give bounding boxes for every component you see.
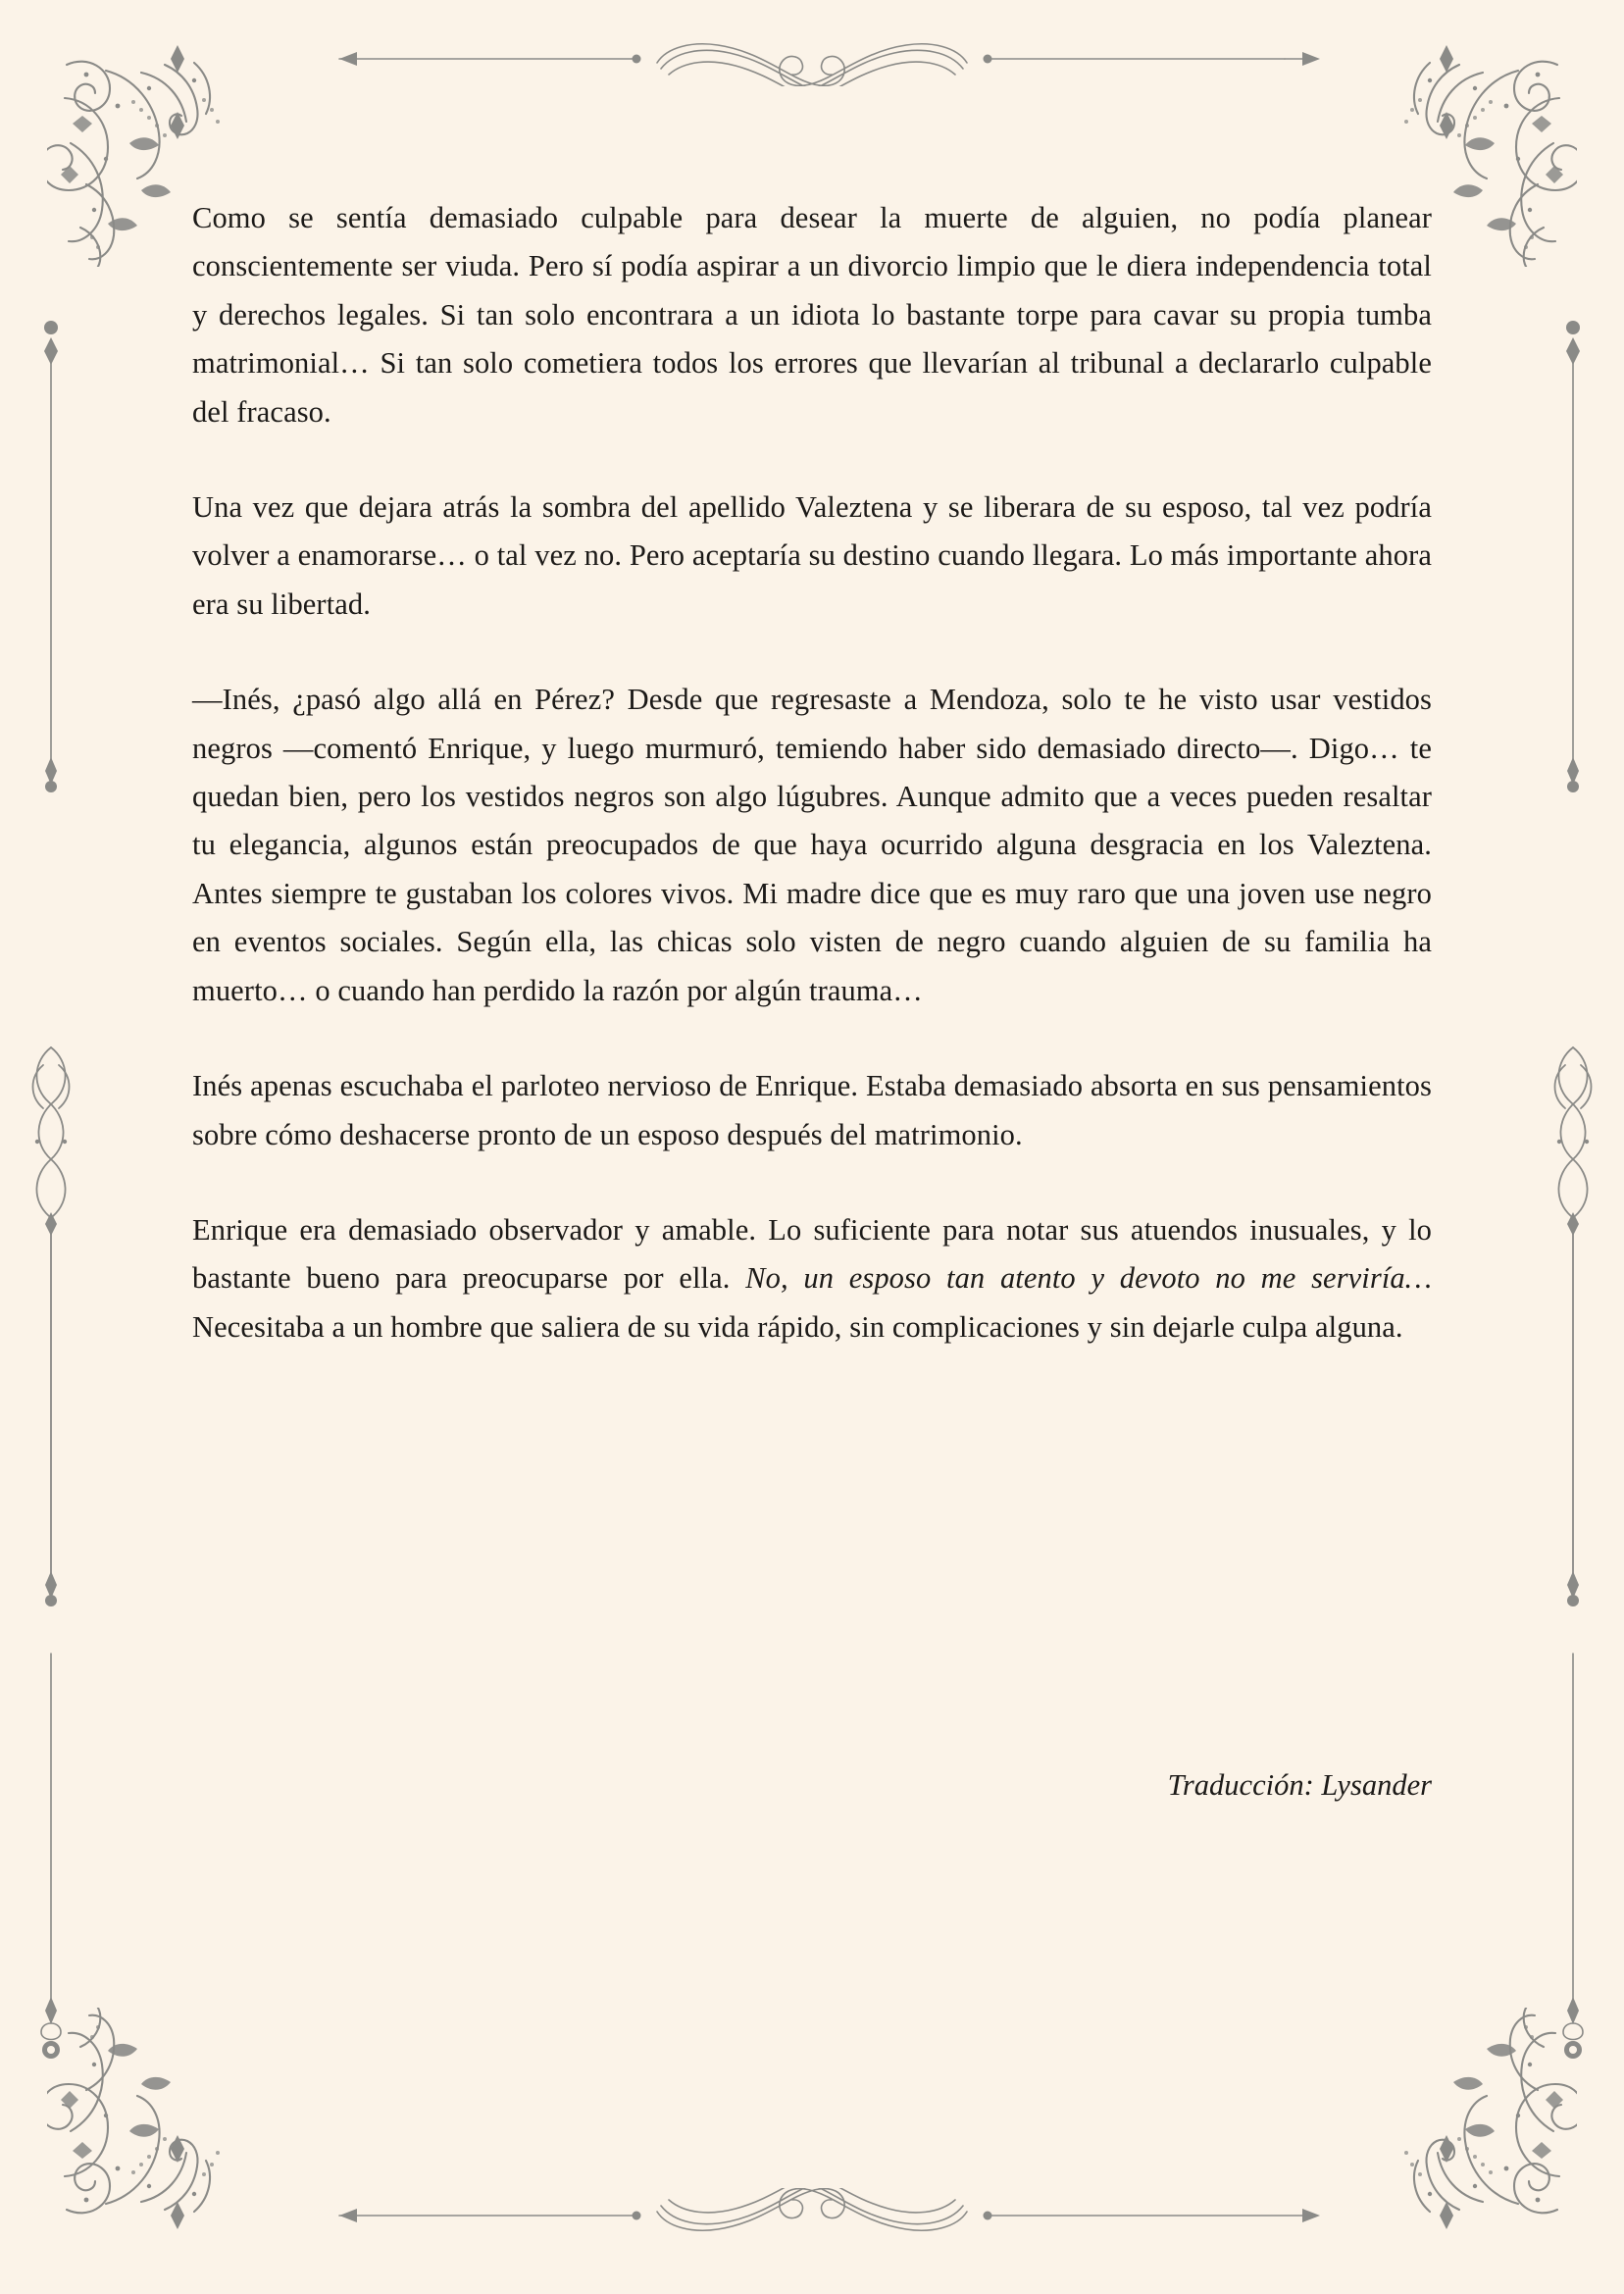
divider-top [0, 31, 1624, 86]
paragraph-3: —Inés, ¿pasó algo allá en Pérez? Desde que regresaste a Mendoza, solo te he visto usar vestidos negros —comentó Enrique, y luego murmuró, temiendo haber sido demasiado directo—. Digo… te quedan bien, pero los vestidos negros son algo lúgubres. Aunque admito que a veces pueden resaltar tu elegancia, algunos están preocupados de que haya ocurrido alguna desgracia en los Valeztena. Antes siempre te gustaban los colores vivos. Mi madre dice que es muy raro que una joven use negro en eventos sociales. Según ella, las chicas solo visten de negro cuando alguien de su familia ha muerto… o cuando han perdido la razón por algún trauma… [192, 683, 1432, 1007]
rail-ornament-right-mid [1544, 1040, 1602, 1648]
rail-ornament-left-upper [22, 314, 80, 824]
rail-ornament-left-mid [22, 1040, 80, 1648]
paragraph-5-segment-normal-tail: Necesitaba a un hombre que saliera de su vida rápido, sin complicaciones y sin dejarle culpa alguna. [192, 1309, 1403, 1344]
divider-bottom [0, 2188, 1624, 2243]
translator-credit: Traducción: Lysander [1167, 1768, 1432, 1802]
rail-ornament-right-lower [1544, 1648, 1602, 2079]
paragraph-5 [192, 1206, 1432, 1351]
paragraph-1: Como se sentía demasiado culpable para desear la muerte de alguien, no podía planear conscientemente ser viuda. Pero sí podía aspirar a un divorcio limpio que le diera independencia total y derechos legales. Si tan solo encontrara a un idiota lo bastante torpe para cavar su propia tumba matrimonial… Si tan solo cometiera todos los errores que llevarían al tribunal a declararlo culpable del fracaso. [192, 201, 1432, 429]
rail-ornament-left-lower [22, 1648, 80, 2079]
body-text-column [192, 194, 1432, 1351]
paragraph-4: Inés apenas escuchaba el parloteo nervioso de Enrique. Estaba demasiado absorta en sus pensamientos sobre cómo deshacerse pronto de un esposo después del matrimonio. [192, 1069, 1432, 1151]
paragraph-2: Una vez que dejara atrás la sombra del apellido Valeztena y se liberara de su esposo, tal vez podría volver a enamorarse… o tal vez no. Pero aceptaría su destino cuando llegara. Lo más importante ahora era su libertad. [192, 490, 1432, 621]
rail-ornament-right-upper [1544, 314, 1602, 824]
paragraph-5-segment-normal-lead: Enrique era demasiado observador y amable. Lo suficiente para notar sus atuendos inusuales, y lo bastante bueno para preocuparse por ella. [192, 1212, 1432, 1296]
paragraph-5-segment-italic: No, un esposo tan atento y devoto no me serviría… [745, 1261, 1432, 1296]
